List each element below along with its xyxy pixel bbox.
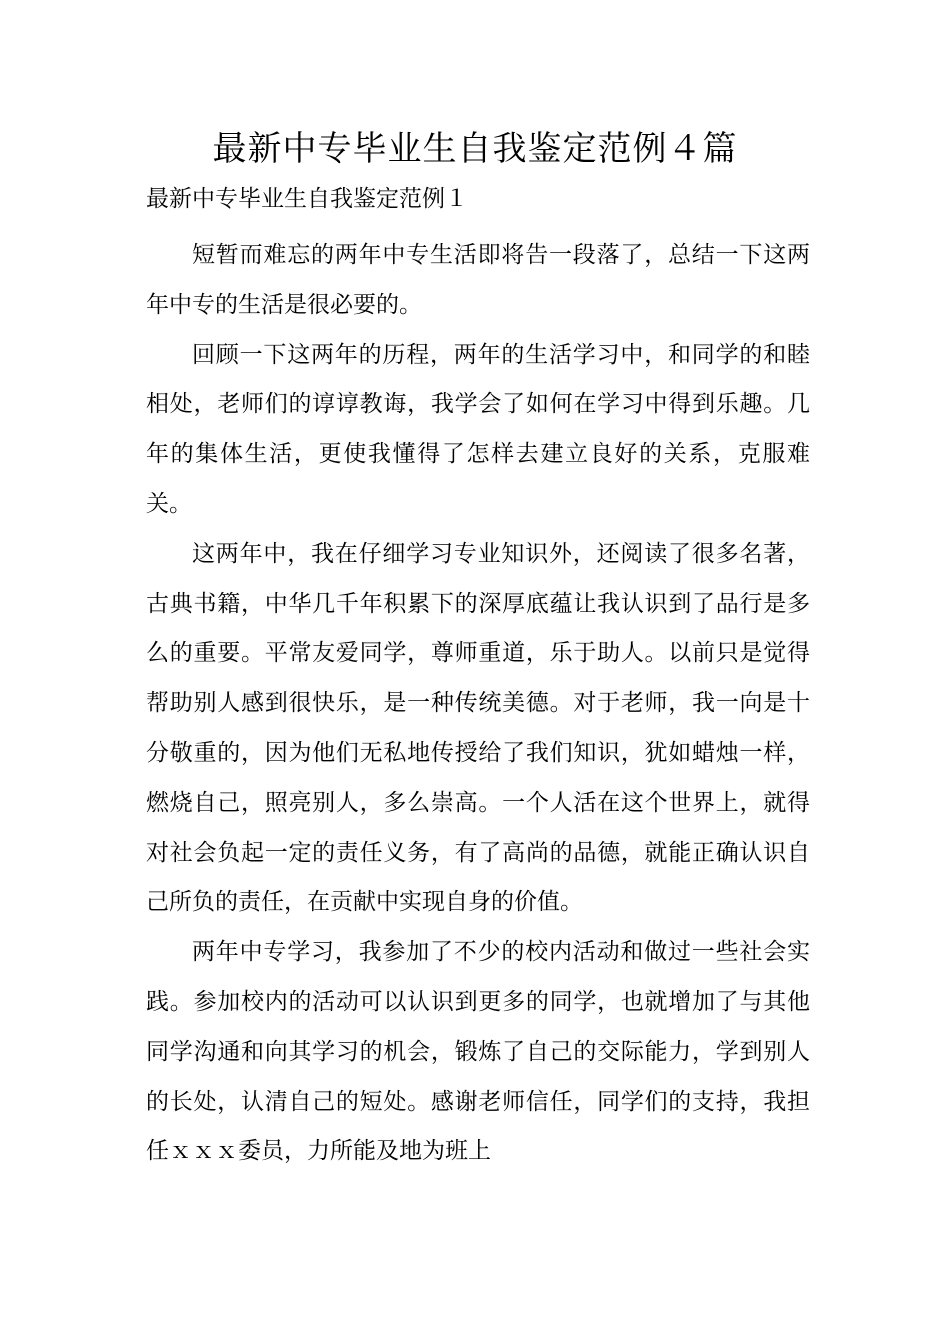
paragraph-4: 两年中专学习，我参加了不少的校内活动和做过一些社会实践。参加校内的活动可以认识到更多的同学，也就增加了与其他同学沟通和向其学习的机会，锻炼了自己的交际能力，学到别人的长处，认清自己的短处。感谢老师信任，同学们的支持，我担任ｘｘｘ委员，力所能及地为班上 xyxy=(146,939,810,1165)
section-heading: 最新中专毕业生自我鉴定范例１ xyxy=(146,186,468,212)
document-title: 最新中专毕业生自我鉴定范例４篇 xyxy=(212,129,738,169)
paragraph-3: 这两年中，我在仔细学习专业知识外，还阅读了很多名著，古典书籍，中华几千年积累下的深厚底蕴让我认识到了品行是多么的重要。平常友爱同学，尊师重道，乐于助人。以前只是觉得帮助别人感到很快乐，是一种传统美德。对于老师，我一向是十分敬重的，因为他们无私地传授给了我们知识，犹如蜡烛一样，燃烧自己，照亮别人，多么崇高。一个人活在这个世界上，就得对社会负起一定的责任义务，有了高尚的品德，就能正确认识自己所负的责任，在贡献中实现自身的价值。 xyxy=(146,540,810,916)
document-body xyxy=(146,231,810,1177)
paragraph-1: 短暂而难忘的两年中专生活即将告一段落了，总结一下这两年中专的生活是很必要的。 xyxy=(146,242,810,318)
paragraph-2: 回顾一下这两年的历程，两年的生活学习中，和同学的和睦相处，老师们的谆谆教诲，我学会了如何在学习中得到乐趣。几年的集体生活，更使我懂得了怎样去建立良好的关系，克服难关。 xyxy=(146,341,810,517)
